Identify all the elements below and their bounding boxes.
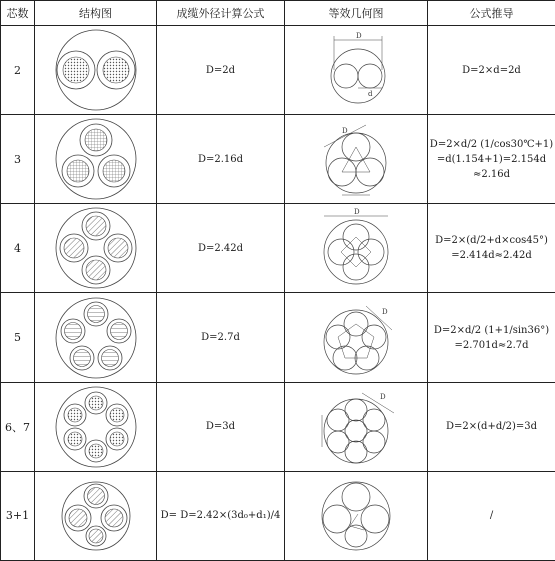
derivation-line: D=2×d/2 (1+1/sin36°): [433, 324, 550, 336]
table-row: [1, 115, 555, 204]
header-geometry: 等效几何图: [285, 1, 428, 26]
core-count: 4: [1, 204, 35, 293]
dim-label-D: D: [382, 307, 388, 316]
derivation-cell: [428, 382, 555, 471]
structure-diagram-3-plus-1: [35, 471, 157, 560]
structure-diagram-6-7: [35, 382, 157, 471]
geometry-diagram-3: [285, 115, 428, 204]
table-row: [1, 382, 555, 471]
derivation-line: ≈2.16d: [472, 168, 511, 180]
core-count: 2: [1, 26, 35, 115]
derivation-line: /: [489, 510, 494, 522]
formula-cell: D= D=2.42×(3d₀+d₁)/4: [157, 471, 285, 560]
derivation-line: =2.414d≈2.42d: [451, 250, 532, 262]
derivation-cell: [428, 115, 555, 204]
header-structure: 结构图: [35, 1, 157, 26]
formula-cell: D=2.7d: [157, 293, 285, 382]
derivation-line: =d(1.154+1)=2.154d: [436, 153, 547, 165]
header-cores: 芯数: [1, 1, 35, 26]
structure-diagram-2: [35, 26, 157, 115]
core-count: 3+1: [1, 471, 35, 560]
formula-cell: D=2d: [157, 26, 285, 115]
dim-label-d: d: [368, 90, 373, 99]
geometry-diagram-2: [285, 26, 428, 115]
geometry-diagram-4: [285, 204, 428, 293]
geometry-diagram-3-plus-1: [285, 471, 428, 560]
core-count: 3: [1, 115, 35, 204]
geometry-diagram-6-7: [285, 382, 428, 471]
core-count: 5: [1, 293, 35, 382]
formula-cell: D=3d: [157, 382, 285, 471]
derivation-cell: [428, 26, 555, 115]
derivation-cell: [428, 471, 555, 560]
table-row: [1, 293, 555, 382]
derivation-line: D=2×(d+d/2)=3d: [446, 421, 537, 433]
structure-diagram-3: [35, 115, 157, 204]
formula-cell: D=2.16d: [157, 115, 285, 204]
derivation-line: =2.701d≈2.7d: [454, 339, 529, 351]
header-derivation: 公式推导: [428, 1, 555, 26]
core-count: 6、7: [1, 382, 35, 471]
dim-label-D: D: [356, 32, 362, 41]
table-row: [1, 204, 555, 293]
derivation-line: D=2×(d/2+d×cos45°): [435, 235, 548, 247]
geometry-diagram-5: [285, 293, 428, 382]
derivation-cell: [428, 293, 555, 382]
dim-label-D: D: [354, 208, 360, 217]
dim-label-D: D: [342, 127, 348, 136]
table-row: [1, 26, 555, 115]
table-row: [1, 471, 555, 560]
formula-cell: D=2.42d: [157, 204, 285, 293]
header-row: [1, 1, 555, 26]
structure-diagram-5: [35, 293, 157, 382]
structure-diagram-4: [35, 204, 157, 293]
header-formula: 成缆外径计算公式: [157, 1, 285, 26]
derivation-line: D=2×d/2 (1/cos30℃+1): [429, 138, 554, 150]
derivation-line: D=2×d=2d: [462, 64, 521, 76]
dim-label-D: D: [380, 392, 386, 401]
derivation-cell: [428, 204, 555, 293]
